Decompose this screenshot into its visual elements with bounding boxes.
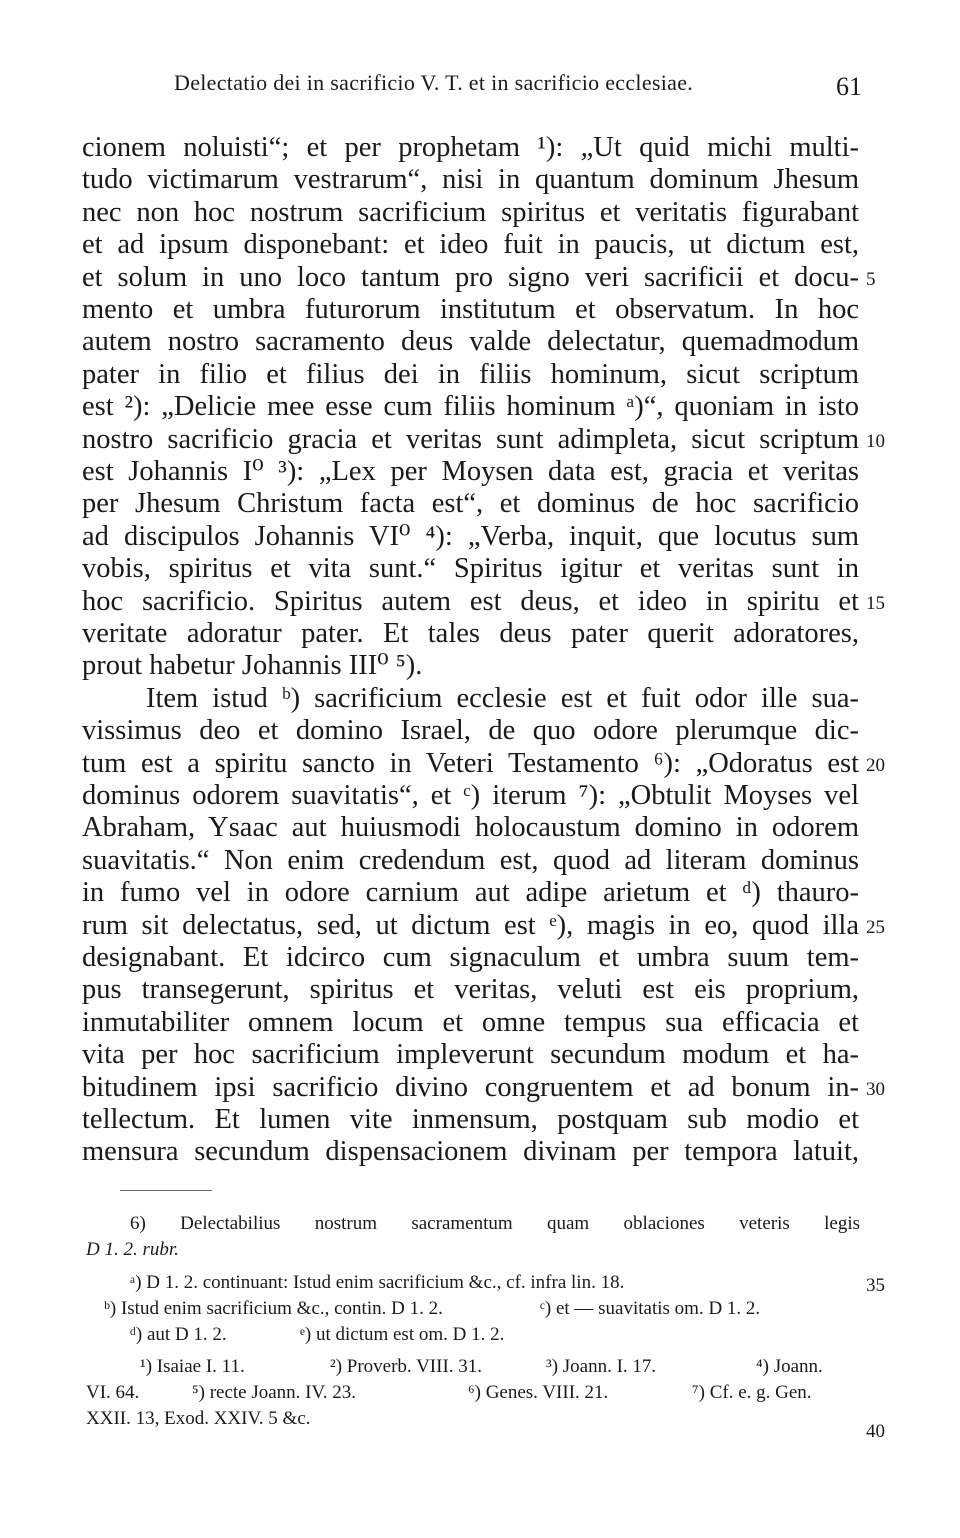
- body-line-32: mensura secundum dispensacionem divinam per tempora latuit,: [82, 1136, 859, 1167]
- body-line-19: vissimus deo et domino Israel, de quo odore plerumque dic-: [82, 715, 859, 746]
- body-line-15: hoc sacrificio. Spiritus autem est deus, et ideo in spiritu et: [82, 586, 859, 617]
- body-line-9: est ²): „Delicie mee esse cum filiis hominum ᵃ)“, quoniam in isto: [82, 391, 859, 422]
- body-line-12: per Jhesum Christum facta est“, et dominus de hoc sacrificio: [82, 488, 859, 519]
- footnote-source-6: ⁶) Genes. VIII. 21.: [468, 1382, 609, 1403]
- line-number: 5: [866, 269, 876, 290]
- body-line-10: nostro sacrificio gracia et veritas sunt adimpleta, sicut scriptum: [82, 424, 859, 455]
- footnote-variant-d: ᵈ) aut D 1. 2.: [130, 1324, 227, 1345]
- footnote-variant-b: ᵇ) Istud enim sacrificium &c., contin. D 1. 2.: [104, 1298, 443, 1319]
- footnote-rubric-line-1: 6) Delectabilius nostrum sacramentum quam oblaciones veteris legis: [130, 1213, 860, 1234]
- body-line-23: suavitatis.“ Non enim credendum est, quod ad literam dominus: [82, 845, 859, 876]
- body-line-17: prout habetur Johannis III⁰ ⁵).: [82, 650, 423, 681]
- body-line-18: Item istud ᵇ) sacrificium ecclesie est et fuit odor ille sua-: [146, 683, 859, 714]
- body-line-29: vita per hoc sacrificium impleverunt secundum modum et ha-: [82, 1039, 859, 1070]
- footnote-rubric-line-2: D 1. 2. rubr.: [86, 1239, 179, 1260]
- footnote-source-4-cont: VI. 64.: [86, 1382, 140, 1403]
- line-number: 10: [866, 431, 885, 452]
- line-number: 40: [866, 1421, 885, 1442]
- footnote-separator: [120, 1190, 212, 1191]
- body-line-1: cionem noluisti“; et per prophetam ¹): „Ut quid michi multi-: [82, 132, 859, 163]
- footnote-source-2: ²) Proverb. VIII. 31.: [330, 1356, 483, 1377]
- line-number: 30: [866, 1079, 885, 1100]
- page-number: 61: [836, 72, 862, 101]
- body-line-22: Abraham, Ysaac aut huiusmodi holocaustum domino in odorem: [82, 812, 859, 843]
- body-line-8: pater in filio et filius dei in filiis hominum, sicut scriptum: [82, 359, 859, 390]
- line-number: 35: [866, 1275, 885, 1296]
- footnote-source-3: ³) Joann. I. 17.: [546, 1356, 657, 1377]
- line-number: 20: [866, 755, 885, 776]
- footnote-source-7: ⁷) Cf. e. g. Gen.: [692, 1382, 812, 1403]
- body-line-16: veritate adoratur pater. Et tales deus pater querit adoratores,: [82, 618, 859, 649]
- footnote-variant-c: ᶜ) et — suavitatis om. D 1. 2.: [540, 1298, 761, 1319]
- footnote-source-1: ¹) Isaiae I. 11.: [140, 1356, 245, 1377]
- body-line-21: dominus odorem suavitatis“, et ᶜ) iterum ⁷): „Obtulit Moyses vel: [82, 780, 859, 811]
- body-line-11: est Johannis I⁰ ³): „Lex per Moysen data est, gracia et veritas: [82, 456, 859, 487]
- body-line-13: ad discipulos Johannis VI⁰ ⁴): „Verba, inquit, que locutus sum: [82, 521, 859, 552]
- body-line-14: vobis, spiritus et vita sunt.“ Spiritus igitur et veritas sunt in: [82, 553, 859, 584]
- body-line-3: nec non hoc nostrum sacrificium spiritus et veritatis figurabant: [82, 197, 859, 228]
- body-line-25: rum sit delectatus, sed, ut dictum est ᵉ), magis in eo, quod illa: [82, 910, 859, 941]
- body-line-2: tudo victimarum vestrarum“, nisi in quantum dominum Jhesum: [82, 164, 859, 195]
- footnote-variant-e: ᵉ) ut dictum est om. D 1. 2.: [300, 1324, 505, 1345]
- footnote-variant-a: ᵃ) D 1. 2. continuant: Istud enim sacrificium &c., cf. infra lin. 18.: [130, 1272, 625, 1293]
- footnote-source-5: ⁵) recte Joann. IV. 23.: [192, 1382, 357, 1403]
- body-line-20: tum est a spiritu sancto in Veteri Testamento ⁶): „Odoratus est: [82, 748, 859, 779]
- body-line-26: designabant. Et idcirco cum signaculum et umbra suum tem-: [82, 942, 859, 973]
- footnote-source-4: ⁴) Joann.: [756, 1356, 823, 1377]
- body-line-31: tellectum. Et lumen vite inmensum, postquam sub modio et: [82, 1104, 859, 1135]
- body-line-7: autem nostro sacramento deus valde delectatur, quemadmodum: [82, 326, 859, 357]
- line-number: 15: [866, 593, 885, 614]
- body-line-5: et solum in uno loco tantum pro signo veri sacrificii et docu-: [82, 262, 859, 293]
- body-line-28: inmutabiliter omnem locum et omne tempus sua efficacia et: [82, 1007, 859, 1038]
- footnote-source-7-cont: XXII. 13, Exod. XXIV. 5 &c.: [86, 1408, 311, 1429]
- body-line-4: et ad ipsum disponebant: et ideo fuit in paucis, ut dictum est,: [82, 229, 859, 260]
- body-line-24: in fumo vel in odore carnium aut adipe arietum et ᵈ) thauro-: [82, 877, 859, 908]
- body-line-30: bitudinem ipsi sacrificio divino congruentem et ad bonum in-: [82, 1072, 859, 1103]
- body-line-6: mento et umbra futurorum institutum et observatum. In hoc: [82, 294, 859, 325]
- body-line-27: pus transegerunt, spiritus et veritas, veluti est eis proprium,: [82, 974, 859, 1005]
- running-header: Delectatio dei in sacrificio V. T. et in sacrificio ecclesiae.: [174, 70, 694, 95]
- line-number: 25: [866, 917, 885, 938]
